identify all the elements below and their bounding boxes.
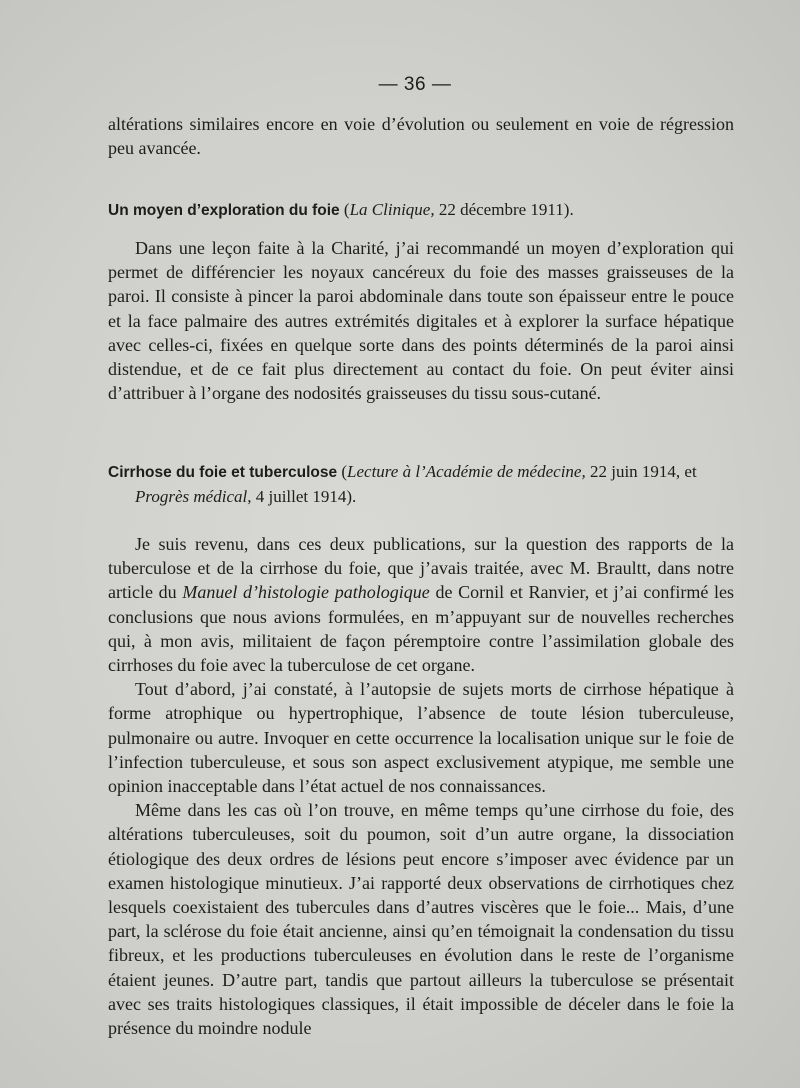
section1-heading [108,198,734,223]
section2-paragraph-3: Même dans les cas où l’on trouve, en même temps qu’une cirrhose du foie, des altérations tuberculeuses, soit du poumon, soit d’un autre organe, la dissociation étiologique des deux ordres de lésions peut encore s’imposer avec évidence par un examen histologique minutieux. J’ai rapporté deux observations de cirrhotiques chez lesquels coexistaient des tubercules dans d’autres viscères que le foie... Mais, d’une part, la sclérose du foie était ancienne, ainsi qu’en témoignait la condensation du tissu fibreux, et les productions tuberculeuses en évolution dans le reste de l’organisme étaient jeunes. D’autre part, tandis que partout ailleurs la tuberculose se présentait avec ses traits histologiques classiques, il était impossible de déceler dans le foie la présence du moindre nodule [108,800,734,1039]
section2-source-journal: Progrès médical, [135,487,252,506]
section2-source-open: ( [337,462,348,481]
section2-paragraph-1 [108,532,734,677]
section2-p1-book-title: Manuel d’histologie pathologique [182,582,430,603]
section1-source-date: 22 décembre 1911). [434,200,574,219]
section2-body [108,532,734,1040]
section2-title: Cirrhose du foie et tuberculose [108,464,338,481]
section2-paragraph-2: Tout d’abord, j’ai constaté, à l’autopsie de sujets morts de cirrhose hépatique à forme atrophique ou hypertrophique, l’absence de toute lésion tuberculeuse, pulmonaire ou autre. Invoquer en cette occurrence la localisation unique sur le foie de l’infection tuberculeuse, et sous son aspect exclusivement atypique, me semble une opinion inacceptable dans l’état actuel de nos connaissances. [108,679,734,797]
section2-p1-part-b: de Cornil et Ranvier, et j’ai confirmé les conclusions que nous avions formulées, en m’appuyant sur de nouvelles recherches qui, à mon avis, militaient de façon péremptoire contre l’assimilation globale des cirrhoses du foie avec la tuberculose de cet organe. [108,582,735,676]
section1-source-open: ( [339,200,350,219]
section1-body [108,236,734,405]
section2-p1-part-a: Je suis revenu, dans ces deux publications, sur la question des rapports de la tuberculose et de la cirrhose du foie, que j’avais traitée, avec M. Braultt, dans notre article du [108,534,734,603]
section2-source-lecture: Lecture à l’Académie de médecine, [347,462,586,481]
section1-paragraph: Dans une leçon faite à la Charité, j’ai recommandé un moyen d’exploration qui permet de différencier les noyaux cancéreux du foie des masses graisseuses de la paroi. Il consiste à pincer la paroi abdominale dans toute son épaisseur entre le pouce et la face palmaire des autres extrémités digitales et à explorer la surface hépatique avec celles-ci, fixées en quelque sorte dans des points déterminés de la paroi ainsi distendue, et de ce fait plus directement au contact du foie. On peut éviter ainsi d’attribuer à l’organe des nodosités graisseuses du tissu sous-cutané. [108,238,734,404]
intro-paragraph [108,112,734,160]
section2-source-line2 [108,485,734,509]
section2-heading [108,460,734,509]
intro-text: altérations similaires encore en voie d’évolution ou seulement en voie de régression peu avancée. [108,114,734,159]
section2-source-date2: 4 juillet 1914). [251,487,357,506]
page-number: — 36 — [378,74,452,95]
section1-title: Un moyen d’exploration du foie [108,202,340,219]
section2-source-date1: 22 juin 1914, et [585,462,697,481]
section1-source-journal: La Clinique, [349,200,435,219]
